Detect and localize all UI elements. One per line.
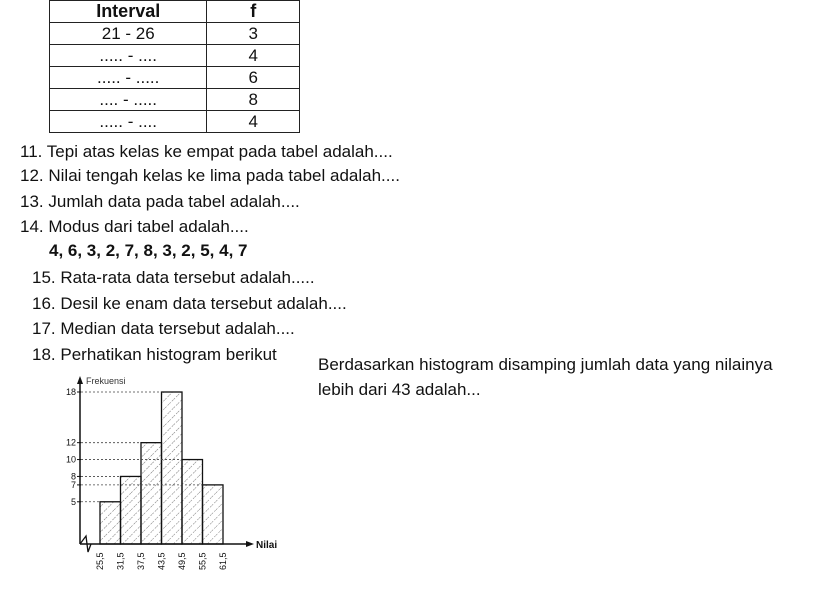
interval-cell: .... - .....	[50, 89, 207, 111]
question-number: 13.	[20, 192, 44, 211]
question-16	[32, 293, 347, 315]
question-text: Rata-rata data tersebut adalah.....	[60, 268, 315, 287]
question-number: 12.	[20, 166, 44, 185]
y-tick-label: 8	[70, 471, 76, 482]
question-text: Nilai tengah kelas ke lima pada tabel adalah....	[48, 166, 400, 185]
y-tick-label: 12	[65, 437, 76, 448]
question-text: Perhatikan histogram berikut	[60, 345, 277, 364]
question-number: 18.	[32, 345, 56, 364]
histogram-bar	[203, 485, 224, 544]
histogram-bar	[100, 502, 121, 544]
question-number: 11.	[20, 142, 43, 161]
table-row	[50, 111, 300, 133]
x-tick-label: 43,5	[156, 552, 167, 570]
y-tick-label: 5	[70, 496, 76, 507]
question-text: Modus dari tabel adalah....	[48, 217, 249, 236]
table-header-row	[50, 1, 300, 23]
question-18	[32, 344, 277, 366]
question-17	[32, 318, 295, 340]
question-number: 17.	[32, 319, 56, 338]
question-number: 14.	[20, 217, 44, 236]
question-text: Tepi atas kelas ke empat pada tabel adalah....	[46, 142, 393, 161]
frequency-cell: 6	[207, 67, 300, 89]
question-text: Jumlah data pada tabel adalah....	[48, 192, 300, 211]
data-sequence: 4, 6, 3, 2, 7, 8, 3, 2, 5, 4, 7	[49, 241, 248, 260]
x-axis-arrow-icon	[246, 541, 254, 547]
interval-cell: 21 - 26	[50, 23, 207, 45]
y-tick-label: 10	[65, 454, 76, 465]
question-15	[32, 267, 315, 289]
question-14	[20, 216, 249, 238]
x-tick-label: 37,5	[136, 552, 146, 570]
header-frequency: f	[207, 1, 300, 23]
x-tick-label: 61,5	[218, 552, 228, 570]
table-row	[50, 89, 300, 111]
question-number: 15.	[32, 268, 56, 287]
y-axis-label: Frekuensi	[86, 376, 126, 386]
x-tick-labels	[95, 552, 228, 570]
frequency-cell: 3	[207, 23, 300, 45]
histogram-bar	[121, 476, 142, 544]
question-text: Desil ke enam data tersebut adalah....	[60, 294, 347, 313]
question-text: Median data tersebut adalah....	[60, 319, 295, 338]
histogram-bar	[182, 460, 203, 544]
frequency-cell: 4	[207, 45, 300, 67]
table-row	[50, 23, 300, 45]
header-interval: Interval	[50, 1, 207, 23]
histogram-question-text: Berdasarkan histogram disamping jumlah data yang nilainya lebih dari 43 adalah...	[318, 355, 773, 399]
x-tick-label: 49,5	[177, 552, 187, 570]
histogram-bars	[100, 392, 223, 544]
interval-cell: ..... - ....	[50, 45, 207, 67]
question-11	[20, 141, 393, 163]
y-axis-arrow-icon	[77, 376, 83, 384]
y-tick-label: 7	[70, 479, 76, 490]
table-row	[50, 67, 300, 89]
y-tick-labels	[66, 387, 81, 507]
interval-cell: ..... - .....	[50, 67, 207, 89]
frequency-cell: 4	[207, 111, 300, 133]
histogram-bar	[162, 392, 183, 544]
x-tick-label: 25,5	[95, 552, 105, 570]
x-axis-label: Nilai	[256, 540, 278, 551]
frequency-table	[49, 0, 300, 133]
x-tick-label: 55,5	[197, 552, 208, 570]
question-number: 16.	[32, 294, 56, 313]
question-12	[20, 165, 400, 187]
y-tick-label: 18	[65, 387, 76, 397]
interval-cell: ..... - ....	[50, 111, 207, 133]
table-row	[50, 45, 300, 67]
frequency-cell: 8	[207, 89, 300, 111]
x-tick-label: 31,5	[115, 552, 126, 570]
histogram-bar	[141, 443, 162, 544]
histogram-chart	[50, 370, 290, 580]
question-13	[20, 191, 300, 213]
